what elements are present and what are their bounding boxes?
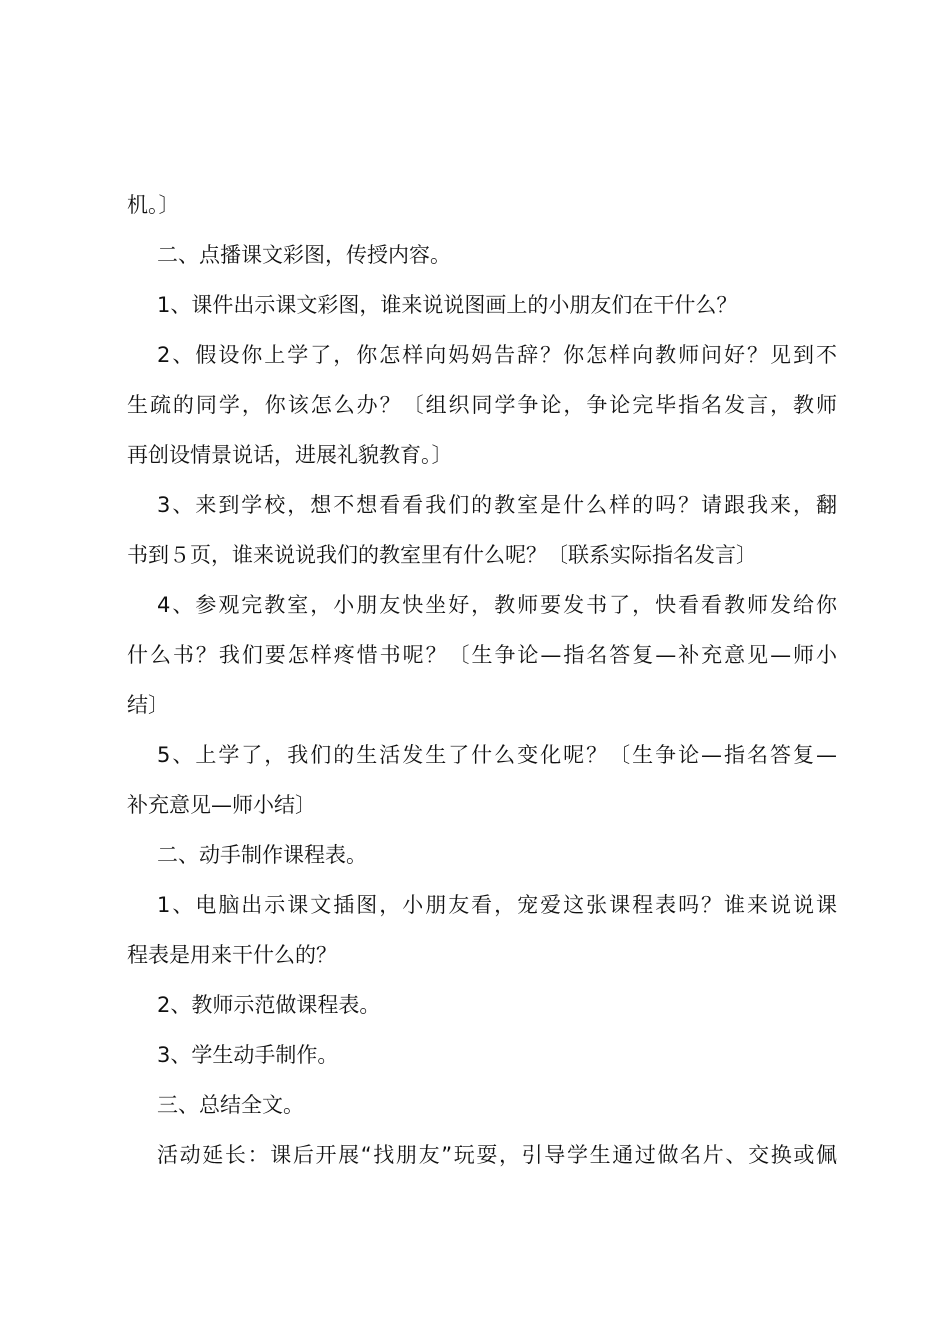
section-heading: 二、点播课文彩图，传授内容。 [157, 243, 451, 267]
text-line: 书到５页，谁来说说我们的教室里有什么呢？〔联系实际指名发言〕 [127, 543, 757, 567]
text-line: 3、学生动手制作。 [157, 1043, 339, 1067]
text-line: 再创设情景说话，进展礼貌教育。〕 [127, 443, 453, 467]
text-line: 4、参观完教室，小朋友快坐好，教师要发书了，快看看教师发给你 [157, 593, 837, 617]
text-line: 5、上学了，我们的生活发生了什么变化呢？〔生争论—指名答复— [157, 743, 837, 767]
text-line: 生疏的同学，你该怎么办？〔组织同学争论，争论完毕指名发言，教师 [127, 393, 837, 417]
text-line: 补充意见—师小结〕 [127, 793, 316, 817]
text-line: 什么书？我们要怎样疼惜书呢？〔生争论—指名答复—补充意见—师小 [127, 643, 837, 667]
text-line: 2、教师示范做课程表。 [157, 993, 381, 1017]
text-line: 1、课件出示课文彩图，谁来说说图画上的小朋友们在干什么？ [157, 293, 738, 317]
text-line: 机。〕 [127, 193, 180, 217]
text-line: 1、电脑出示课文插图，小朋友看，宠爱这张课程表吗？谁来说说课 [157, 893, 837, 917]
text-line: 活动延长：课后开展“找朋友”玩耍，引导学生通过做名片、交换或佩 [157, 1143, 837, 1167]
section-heading: 二、动手制作课程表。 [157, 843, 367, 867]
text-line: 程表是用来干什么的？ [127, 943, 337, 967]
section-heading: 三、总结全文。 [157, 1093, 304, 1117]
text-line: 2、假设你上学了，你怎样向妈妈告辞？你怎样向教师问好？见到不 [157, 343, 837, 367]
text-line: 结〕 [127, 693, 169, 717]
text-line: 3、来到学校，想不想看看我们的教室是什么样的吗？请跟我来，翻 [157, 493, 837, 517]
